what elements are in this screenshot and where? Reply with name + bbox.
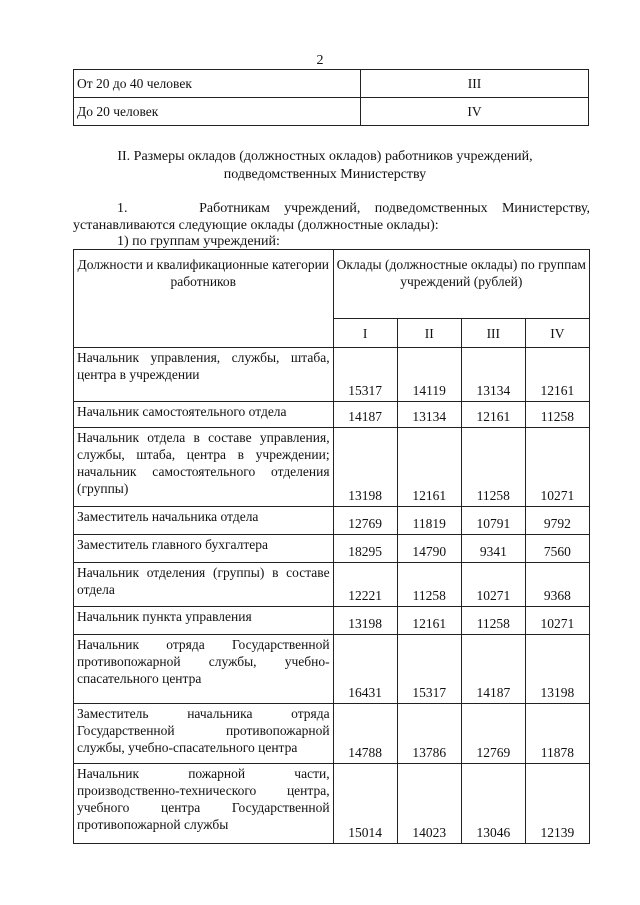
- position-name: Заместитель начальника отдела: [77, 509, 259, 524]
- table-row: [74, 402, 590, 428]
- salary-value: 13198: [525, 635, 589, 704]
- header-salary: Оклады (должностные оклады) по группам учреждений (рублей): [333, 250, 589, 319]
- salary-value: 11258: [461, 428, 525, 507]
- salary-value: 13134: [461, 348, 525, 402]
- table-row: [74, 98, 589, 126]
- paragraph-text: Работникам учреждений, подведомственных Министерству, устанавливаются следующие оклады (должностные оклады):: [73, 201, 590, 233]
- salary-value: 10271: [525, 428, 589, 507]
- staff-count-label: До 20 человек: [74, 98, 361, 126]
- salary-value: 18295: [333, 535, 397, 563]
- salary-value: 14790: [397, 535, 461, 563]
- section-title: [60, 148, 590, 184]
- group-value: III: [361, 70, 589, 98]
- table-row: [74, 348, 590, 402]
- position-cell: [74, 635, 334, 704]
- salary-value: 14187: [461, 635, 525, 704]
- table-row: [74, 70, 589, 98]
- page-number: 2: [316, 53, 324, 68]
- table-row: [74, 428, 590, 507]
- salary-value: 16431: [333, 635, 397, 704]
- group-header: II: [397, 319, 461, 348]
- position-cell: [74, 402, 334, 428]
- paragraph-1: [73, 200, 590, 234]
- salary-value: 13134: [397, 402, 461, 428]
- salary-value: 12769: [461, 704, 525, 764]
- position-cell: [74, 428, 334, 507]
- section-title-line: подведомственных Министерству: [223, 167, 427, 182]
- salary-value: 10791: [461, 507, 525, 535]
- group-value: IV: [361, 98, 589, 126]
- salary-value: 11258: [397, 563, 461, 607]
- salary-value: 13198: [333, 428, 397, 507]
- staff-count-label: От 20 до 40 человек: [74, 70, 361, 98]
- table-row: [74, 607, 590, 635]
- salary-value: 12161: [525, 348, 589, 402]
- section-title-line: II. Размеры окладов (должностных окладов) работников учреждений,: [117, 149, 533, 164]
- salary-value: 7560: [525, 535, 589, 563]
- salary-table: [73, 249, 590, 844]
- salary-value: 11819: [397, 507, 461, 535]
- position-name: Начальник отделения (группы) в составе отдела: [77, 565, 330, 597]
- group-header: I: [333, 319, 397, 348]
- salary-value: 12161: [461, 402, 525, 428]
- position-name: Заместитель начальника отряда Государственной противопожарной службы, учебно-спасательного центра: [77, 706, 330, 755]
- position-name: Начальник самостоятельного отдела: [77, 404, 287, 419]
- position-cell: [74, 348, 334, 402]
- table-row: [74, 704, 590, 764]
- table-row: [74, 635, 590, 704]
- position-cell: [74, 764, 334, 844]
- salary-value: 14187: [333, 402, 397, 428]
- position-name: Начальник отряда Государственной противопожарной службы, учебно-спасательного центра: [77, 637, 330, 686]
- salary-value: 15317: [333, 348, 397, 402]
- salary-value: 13198: [333, 607, 397, 635]
- salary-value: 11258: [525, 402, 589, 428]
- salary-value: 10271: [461, 563, 525, 607]
- salary-value: 13046: [461, 764, 525, 844]
- salary-value: 12769: [333, 507, 397, 535]
- position-name: Начальник управления, службы, штаба, центра в учреждении: [77, 350, 330, 382]
- salary-value: 11878: [525, 704, 589, 764]
- paragraph-2: [73, 233, 590, 250]
- position-name: Начальник отдела в составе управления, службы, штаба, центра в учреждении; начальник самостоятельного отделения (группы): [77, 430, 330, 496]
- salary-value: 15014: [333, 764, 397, 844]
- table-row: [74, 764, 590, 844]
- position-cell: [74, 704, 334, 764]
- paragraph-text: 1) по группам учреждений:: [117, 234, 280, 249]
- position-cell: [74, 507, 334, 535]
- table-row: [74, 507, 590, 535]
- table-header-row: [74, 250, 590, 319]
- salary-value: 13786: [397, 704, 461, 764]
- salary-value: 10271: [525, 607, 589, 635]
- group-header: IV: [525, 319, 589, 348]
- position-cell: [74, 535, 334, 563]
- salary-value: 14788: [333, 704, 397, 764]
- salary-value: 14023: [397, 764, 461, 844]
- position-name: Начальник пожарной части, производственно-технического центра, учебного центра Государственной противопожарной службы: [77, 766, 330, 832]
- salary-value: 11258: [461, 607, 525, 635]
- paragraph-number: 1.: [117, 201, 128, 216]
- salary-value: 12221: [333, 563, 397, 607]
- header-position: Должности и квалификационные категории работников: [74, 250, 334, 348]
- position-name: Заместитель главного бухгалтера: [77, 537, 269, 552]
- salary-value: 9341: [461, 535, 525, 563]
- salary-value: 9792: [525, 507, 589, 535]
- group-size-table: [73, 69, 589, 126]
- salary-value: 14119: [397, 348, 461, 402]
- position-cell: [74, 563, 334, 607]
- group-header: III: [461, 319, 525, 348]
- salary-value: 12161: [397, 607, 461, 635]
- salary-value: 12161: [397, 428, 461, 507]
- position-cell: [74, 607, 334, 635]
- salary-value: 9368: [525, 563, 589, 607]
- table-row: [74, 535, 590, 563]
- position-name: Начальник пункта управления: [77, 609, 252, 624]
- salary-value: 12139: [525, 764, 589, 844]
- salary-value: 15317: [397, 635, 461, 704]
- table-row: [74, 563, 590, 607]
